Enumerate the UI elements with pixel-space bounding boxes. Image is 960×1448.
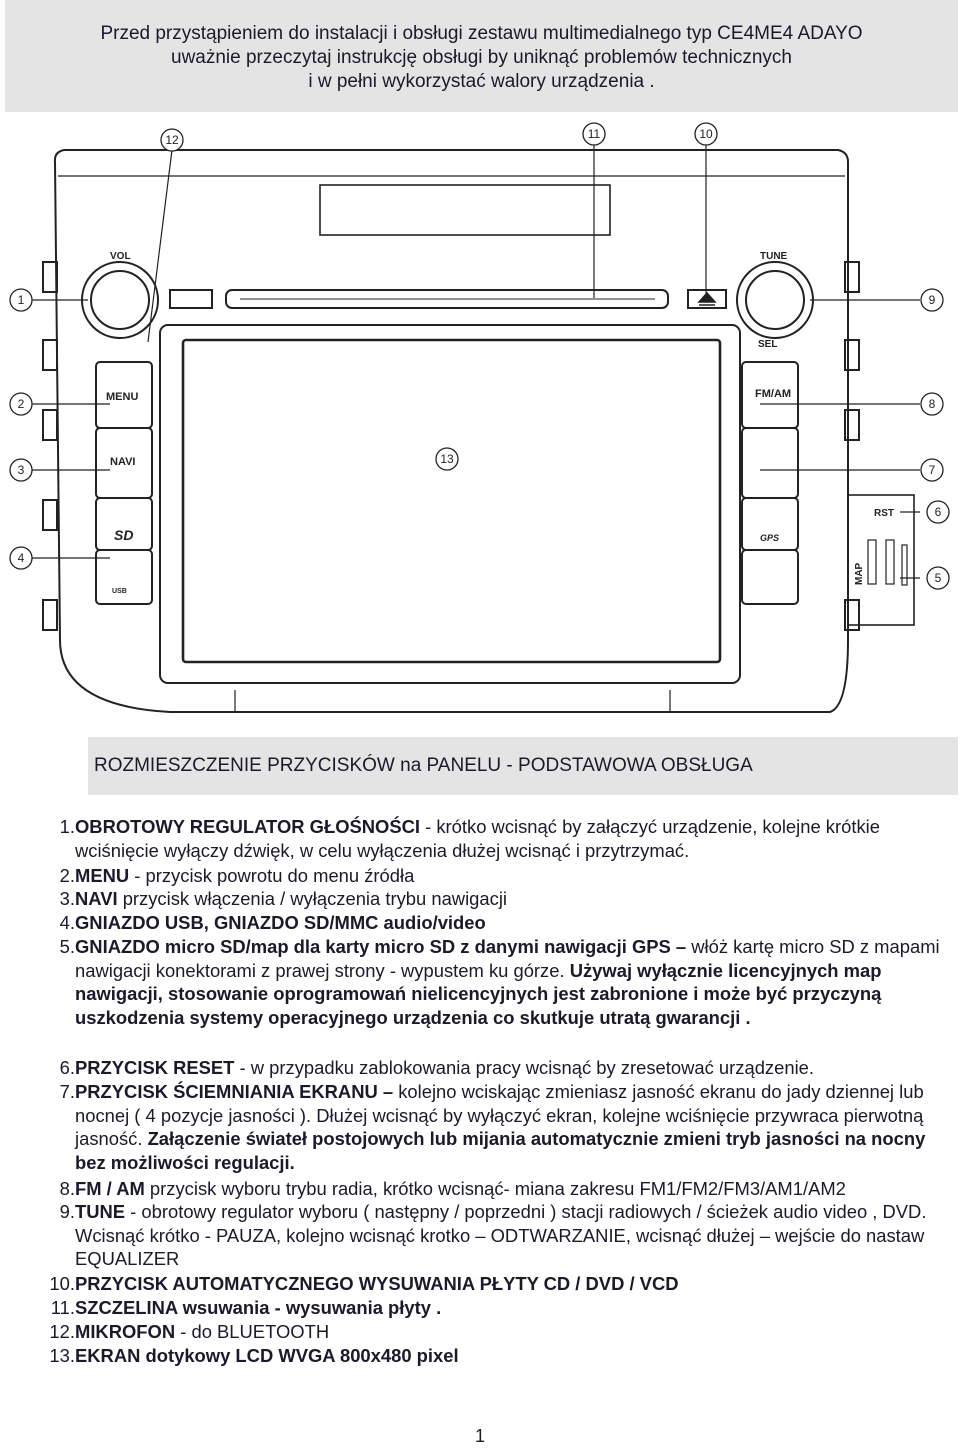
list-item-12 — [48, 1320, 958, 1344]
item-heading: EKRAN dotykowy LCD WVGA 800x480 pixel — [75, 1345, 459, 1366]
item-number: 3. — [59, 888, 75, 909]
item-heading: GNIAZDO micro SD/map dla karty micro SD z danymi nawigacji GPS – — [75, 936, 687, 957]
list-item-1 — [48, 815, 958, 862]
intro-line-1: Przed przystąpieniem do instalacji i obsługi zestawu multimedialnego typ CE4ME4 ADAYO — [100, 23, 863, 44]
item-heading: PRZYCISK AUTOMATYCZNEGO WYSUWANIA PŁYTY CD / DVD / VCD — [75, 1273, 679, 1294]
item-number: 13. — [49, 1345, 75, 1366]
item-heading: PRZYCISK ŚCIEMNIANIA EKRANU – — [75, 1081, 394, 1102]
fm-am-label: FM/AM — [755, 388, 792, 400]
svg-text:2: 2 — [17, 397, 25, 411]
navi-label: NAVI — [110, 456, 136, 468]
svg-text:1: 1 — [17, 293, 25, 307]
item-number: 6. — [59, 1057, 75, 1078]
callout-11 — [583, 123, 605, 145]
menu-label: MENU — [106, 391, 139, 403]
item-heading: SZCZELINA wsuwania - wysuwania płyty . — [75, 1297, 442, 1318]
list-item-13 — [48, 1344, 958, 1368]
list-item-2 — [48, 864, 958, 888]
item-heading: MENU — [75, 865, 130, 886]
svg-text:11: 11 — [587, 127, 601, 141]
vol-label: VOL — [110, 251, 131, 262]
list-item-8 — [48, 1177, 958, 1201]
callout-2 — [10, 393, 32, 415]
sel-label: SEL — [758, 339, 778, 350]
section-title: ROZMIESZCZENIE PRZYCISKÓW na PANELU - PODSTAWOWA OBSŁUGA — [94, 755, 753, 776]
item-number: 7. — [59, 1081, 75, 1102]
list-item-5 — [48, 935, 958, 1029]
callout-12 — [161, 129, 183, 151]
item-heading: MIKROFON — [75, 1321, 176, 1342]
item-warning: Załączenie świateł postojowych lub mijania automatycznie zmieni tryb jasności na nocny bez możliwości regulacji. — [75, 1128, 926, 1173]
list-item-11 — [48, 1296, 958, 1320]
item-text: - obrotowy regulator wyboru ( następny / poprzedni ) stacji radiowych / ścieżek audio video , DVD. Wcisnąć krótko - PAUZA, kolejno wcisnąć krotko – ODTWARZANIE, wcisnąć dłużej – wejście do nastaw EQUALIZER — [75, 1201, 927, 1269]
item-text: kolejno wciskając zmieniasz jasność ekranu do jady dziennej lub nocnej ( 4 pozycje jasności ). Dłużej wcisnąć by wyłączyć ekran, kolejne wciśnięcie przywraca pierwotną jasność. — [75, 1081, 924, 1149]
item-number: 8. — [59, 1178, 75, 1199]
svg-text:7: 7 — [928, 463, 936, 477]
item-warning: Używaj wyłącznie licencyjnych map nawigacji, stosowanie oprogramowań nielicencyjnych jest zabronione i może być przyczyną uszkodzenia systemy operacyjnego urządzenia co skutkuje utratą gwarancji . — [75, 959, 882, 1028]
list-item-9 — [48, 1200, 958, 1271]
callout-4 — [10, 547, 32, 569]
callout-10 — [695, 123, 717, 145]
item-number: 2. — [59, 865, 75, 886]
list-item-3 — [48, 887, 958, 911]
callout-13 — [436, 448, 458, 470]
callout-8 — [921, 393, 943, 415]
callout-3 — [10, 459, 32, 481]
svg-text:4: 4 — [17, 551, 25, 565]
list-item-10 — [48, 1272, 958, 1296]
svg-text:8: 8 — [928, 397, 936, 411]
intro-notice — [5, 0, 958, 112]
svg-text:10: 10 — [699, 127, 713, 141]
section-title-band — [88, 737, 958, 795]
svg-text:9: 9 — [928, 293, 936, 307]
svg-text:6: 6 — [934, 505, 942, 519]
item-text: - przycisk powrotu do menu źródła — [129, 865, 415, 886]
item-text: włóż kartę micro SD z mapami nawigacji konektorami z prawej strony - wypustem ku górze. — [75, 936, 940, 981]
svg-text:3: 3 — [17, 463, 25, 477]
device-panel-diagram — [0, 115, 960, 725]
item-heading: NAVI — [75, 888, 118, 909]
item-text: przycisk wyboru trybu radia, krótko wcisnąć- miana zakresu FM1/FM2/FM3/AM1/AM2 — [144, 1178, 846, 1199]
list-item-6 — [48, 1056, 958, 1080]
map-label: MAP — [854, 562, 865, 585]
item-heading: GNIAZDO USB, GNIAZDO SD/MMC audio/video — [75, 912, 486, 933]
usb-label: USB — [112, 588, 127, 595]
callout-6 — [927, 501, 949, 523]
svg-text:5: 5 — [934, 571, 942, 585]
callout-9 — [921, 289, 943, 311]
item-heading: FM / AM — [75, 1178, 145, 1199]
item-number: 11. — [50, 1297, 75, 1318]
sd-label: SD — [114, 527, 134, 543]
tune-label: TUNE — [760, 251, 788, 262]
item-number: 9. — [59, 1201, 75, 1222]
item-number: 1. — [59, 816, 75, 837]
item-number: 4. — [59, 912, 75, 933]
intro-line-2: uważnie przeczytaj instrukcję obsługi by uniknąć problemów technicznych — [171, 47, 792, 68]
svg-text:13: 13 — [440, 452, 454, 466]
callout-5 — [927, 567, 949, 589]
item-text: - w przypadku zablokowania pracy wcisnąć by zresetować urządzenie. — [234, 1057, 814, 1078]
item-heading: OBROTOWY REGULATOR GŁOŚNOŚCI — [75, 816, 421, 837]
callout-7 — [921, 459, 943, 481]
svg-text:12: 12 — [165, 133, 179, 147]
item-heading: PRZYCISK RESET — [75, 1057, 235, 1078]
gps-label: GPS — [760, 533, 780, 543]
callout-1 — [10, 289, 32, 311]
item-text: przycisk włączenia / wyłączenia trybu nawigacji — [117, 888, 507, 909]
item-heading: TUNE — [75, 1201, 126, 1222]
item-number: 12. — [49, 1321, 75, 1342]
rst-label: RST — [874, 508, 894, 519]
item-text: - do BLUETOOTH — [175, 1321, 330, 1342]
item-number: 5. — [59, 936, 75, 957]
intro-line-3: i w pełni wykorzystać walory urządzenia . — [308, 71, 655, 92]
item-text: - krótko wcisnąć by załączyć urządzenie, kolejne krótkie wciśnięcie wyłączy dźwięk, w celu wyłączenia dłużej wcisnąć i przytrzymać. — [75, 816, 880, 861]
eject-icon — [699, 293, 715, 305]
list-item-7 — [48, 1080, 958, 1174]
list-item-4 — [48, 911, 958, 935]
item-number: 10. — [49, 1273, 75, 1294]
page-number: 1 — [474, 1426, 485, 1446]
